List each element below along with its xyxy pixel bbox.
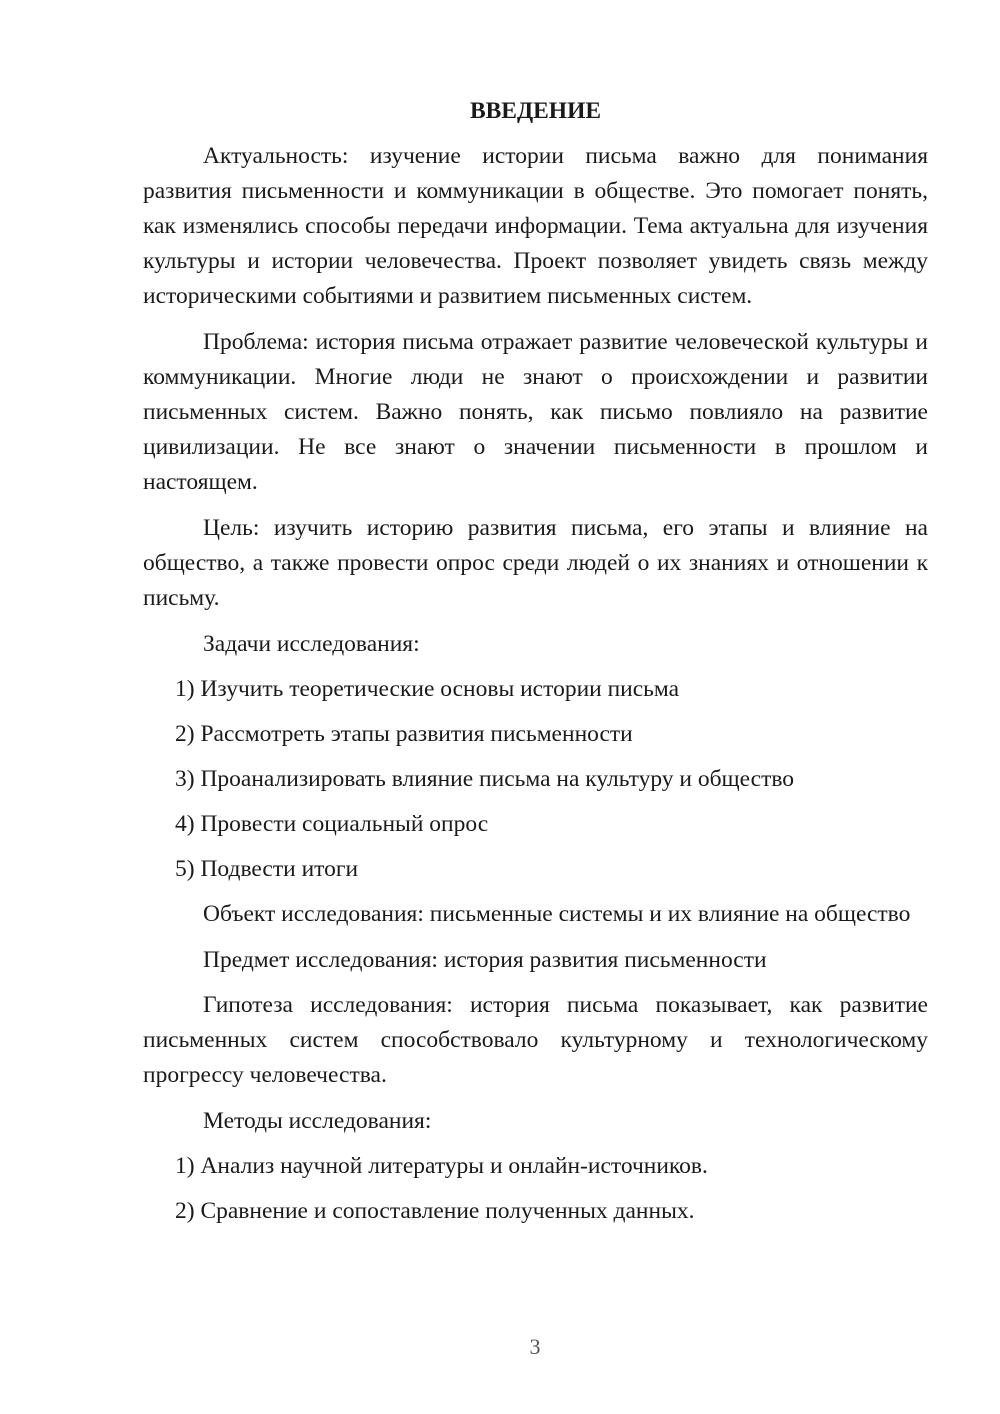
hypothesis-paragraph: Гипотеза исследования: история письма показывает, как развитие письменных систем способствовало культурному и технологическому прогрессу человечества. [143, 992, 928, 1088]
section-title: ВВЕДЕНИЕ [469, 98, 602, 124]
method-item: 2) Сравнение и сопоставление полученных данных. [175, 1198, 695, 1224]
goal-paragraph: Цель: изучить историю развития письма, его этапы и влияние на общество, а также провести опрос среди людей о их знаниях и отношении к письму. [143, 515, 928, 611]
problem-paragraph: Проблема: история письма отражает развитие человеческой культуры и коммуникации. Многие люди не знают о происхождении и развитии письменных систем. Важно понять, как письмо повлияло на развитие цивилизации. Не все знают о значении письменности в прошлом и настоящем. [143, 329, 928, 495]
document-body [143, 96, 928, 1239]
task-item: 4) Провести социальный опрос [175, 811, 489, 837]
task-item: 1) Изучить теоретические основы истории письма [175, 676, 680, 702]
methods-heading: Методы исследования: [203, 1108, 432, 1134]
task-item: 5) Подвести итоги [175, 856, 359, 882]
page-number: 3 [529, 1334, 541, 1359]
tasks-heading: Задачи исследования: [203, 631, 420, 657]
subject-paragraph: Предмет исследования: история развития письменности [203, 947, 767, 973]
task-item: 3) Проанализировать влияние письма на культуру и общество [175, 766, 795, 792]
relevance-paragraph: Актуальность: изучение истории письма важно для понимания развития письменности и коммуникации в обществе. Это помогает понять, как изменялись способы передачи информации. Тема актуальна для изучения культуры и истории человечества. Проект позволяет увидеть связь между историческими событиями и развитием письменных систем. [143, 143, 928, 309]
task-item: 2) Рассмотреть этапы развития письменности [175, 721, 633, 747]
object-paragraph: Объект исследования: письменные системы и их влияние на общество [203, 901, 911, 927]
method-item: 1) Анализ научной литературы и онлайн-источников. [175, 1153, 708, 1179]
